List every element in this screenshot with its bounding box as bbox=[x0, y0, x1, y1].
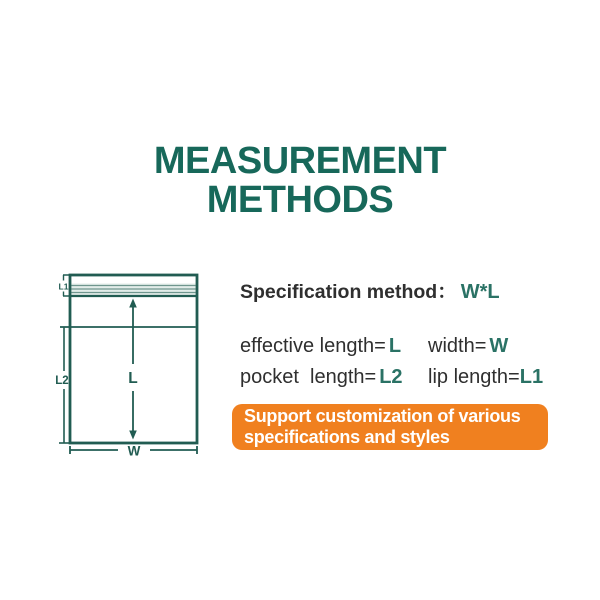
customization-banner-line2: specifications and styles bbox=[244, 427, 450, 447]
arrowhead-up-icon bbox=[129, 299, 137, 308]
effective-length-definition: effective length= L bbox=[240, 335, 402, 357]
width-dimension-line bbox=[70, 444, 197, 459]
customization-banner bbox=[232, 404, 548, 450]
bag-diagram bbox=[50, 265, 215, 465]
lip-dimension-label: L1 bbox=[58, 281, 69, 292]
pocket-length-definition: pocket length= L2 bbox=[240, 366, 403, 388]
page-title-line1: MEASUREMENT bbox=[153, 140, 447, 182]
length-dimension-label: L bbox=[128, 370, 138, 387]
arrowhead-down-icon bbox=[129, 431, 137, 440]
lip-dimension-bracket bbox=[59, 275, 70, 296]
dimension-definitions bbox=[240, 331, 543, 393]
width-definition: width= W bbox=[428, 335, 509, 357]
specification-method-line bbox=[240, 276, 500, 304]
bag-outline bbox=[60, 275, 197, 443]
pocket-dimension-label: L2 bbox=[55, 375, 69, 387]
page-title-line2: METHODS bbox=[206, 179, 394, 221]
customization-banner-line1: Support customization of various bbox=[244, 406, 521, 426]
zipper-band bbox=[70, 284, 197, 297]
specification-method-value: W*L bbox=[460, 281, 500, 303]
specification-method-label: Specification method： bbox=[240, 281, 457, 303]
length-dimension-arrow bbox=[128, 299, 137, 440]
page-title bbox=[0, 142, 600, 220]
lip-length-definition: lip length=L1 bbox=[428, 366, 544, 388]
width-dimension-label: W bbox=[127, 443, 141, 459]
